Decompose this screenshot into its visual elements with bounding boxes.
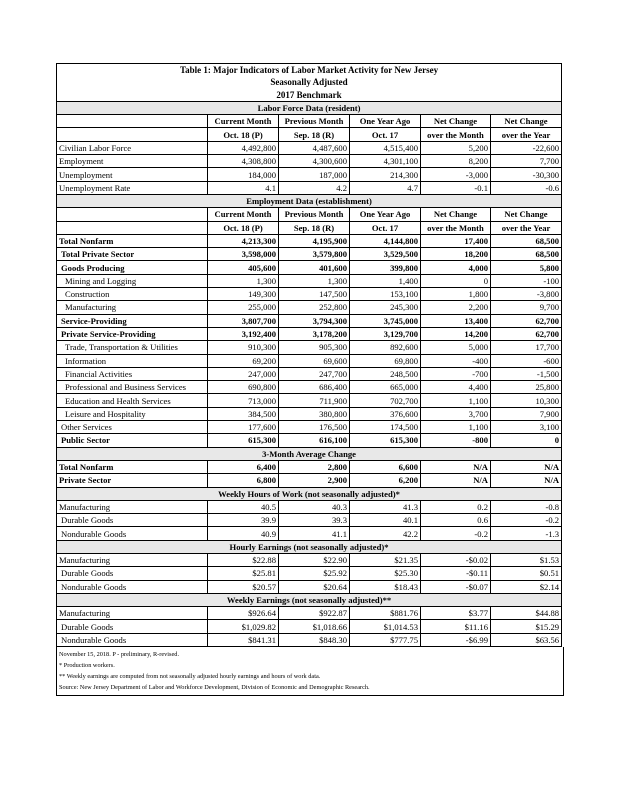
cell-value: -800 — [421, 434, 491, 447]
column-header: Oct. 18 (P) — [208, 128, 279, 141]
cell-value: 690,800 — [208, 381, 279, 394]
table-row — [57, 567, 562, 580]
table-row — [57, 181, 562, 194]
table-row — [57, 474, 562, 487]
column-header: over the Year — [491, 128, 562, 141]
cell-value: N/A — [421, 474, 491, 487]
cell-value: 6,600 — [350, 460, 421, 473]
cell-value: 41.1 — [279, 527, 350, 540]
row-label: Civilian Labor Force — [57, 141, 208, 154]
cell-value: 255,000 — [208, 301, 279, 314]
cell-value: N/A — [491, 460, 562, 473]
cell-value: -$0.02 — [421, 553, 491, 566]
row-label: Professional and Business Services — [57, 381, 208, 394]
cell-value: 4,300,600 — [279, 155, 350, 168]
column-header: Oct. 18 (P) — [208, 221, 279, 234]
cell-value: 6,800 — [208, 474, 279, 487]
cell-value: 245,300 — [350, 301, 421, 314]
footnotes — [56, 647, 564, 696]
row-label: Employment — [57, 155, 208, 168]
cell-value: 665,000 — [350, 381, 421, 394]
column-header-blank — [57, 128, 208, 141]
table-row — [57, 527, 562, 540]
cell-value: 149,300 — [208, 288, 279, 301]
cell-value: 184,000 — [208, 168, 279, 181]
cell-value: 42.2 — [350, 527, 421, 540]
section-title: Labor Force Data (resident) — [57, 101, 562, 114]
table-row — [57, 367, 562, 380]
row-label: Unemployment Rate — [57, 181, 208, 194]
column-header: Current Month — [208, 115, 279, 128]
cell-value: 4.2 — [279, 181, 350, 194]
column-header-row — [57, 128, 562, 141]
cell-value: $922.87 — [279, 607, 350, 620]
cell-value: 18,200 — [421, 248, 491, 261]
column-header: Sep. 18 (R) — [279, 128, 350, 141]
cell-value: 3,579,800 — [279, 248, 350, 261]
table-row — [57, 288, 562, 301]
row-label: Nondurable Goods — [57, 633, 208, 646]
cell-value: 10,300 — [491, 394, 562, 407]
cell-value: 187,000 — [279, 168, 350, 181]
labor-indicators-table — [56, 63, 562, 647]
column-header: Current Month — [208, 208, 279, 221]
cell-value: 2,200 — [421, 301, 491, 314]
cell-value: 3,192,400 — [208, 327, 279, 340]
cell-value: 1,300 — [208, 274, 279, 287]
table-row — [57, 394, 562, 407]
cell-value: -1.3 — [491, 527, 562, 540]
cell-value: -100 — [491, 274, 562, 287]
section-header-row — [57, 447, 562, 460]
column-header: Previous Month — [279, 115, 350, 128]
cell-value: 177,600 — [208, 421, 279, 434]
cell-value: -600 — [491, 354, 562, 367]
cell-value: $1.53 — [491, 553, 562, 566]
cell-value: 214,300 — [350, 168, 421, 181]
column-header-blank — [57, 115, 208, 128]
row-label: Trade, Transportation & Utilities — [57, 341, 208, 354]
cell-value: 5,800 — [491, 261, 562, 274]
cell-value: $18.43 — [350, 580, 421, 593]
column-header: Net Change — [421, 115, 491, 128]
cell-value: 1,300 — [279, 274, 350, 287]
cell-value: 1,400 — [350, 274, 421, 287]
table-row — [57, 314, 562, 327]
cell-value: 616,100 — [279, 434, 350, 447]
cell-value: 17,700 — [491, 341, 562, 354]
cell-value: 4,195,900 — [279, 234, 350, 247]
cell-value: 615,300 — [208, 434, 279, 447]
cell-value: $1,018.66 — [279, 620, 350, 633]
cell-value: 69,600 — [279, 354, 350, 367]
cell-value: 711,900 — [279, 394, 350, 407]
table-row — [57, 248, 562, 261]
section-header-row — [57, 194, 562, 207]
cell-value: 7,700 — [491, 155, 562, 168]
column-header: Sep. 18 (R) — [279, 221, 350, 234]
cell-value: $22.88 — [208, 553, 279, 566]
cell-value: $1,014.53 — [350, 620, 421, 633]
cell-value: 384,500 — [208, 407, 279, 420]
cell-value: -$0.07 — [421, 580, 491, 593]
cell-value: 8,200 — [421, 155, 491, 168]
cell-value: $15.29 — [491, 620, 562, 633]
cell-value: 153,100 — [350, 288, 421, 301]
labor-market-table-document — [56, 63, 561, 696]
cell-value: 401,600 — [279, 261, 350, 274]
cell-value: 3,529,500 — [350, 248, 421, 261]
cell-value: 4,400 — [421, 381, 491, 394]
cell-value: 713,000 — [208, 394, 279, 407]
column-header: One Year Ago — [350, 115, 421, 128]
cell-value: -400 — [421, 354, 491, 367]
cell-value: 4.1 — [208, 181, 279, 194]
row-label: Service-Providing — [57, 314, 208, 327]
cell-value: -0.1 — [421, 181, 491, 194]
cell-value: $20.57 — [208, 580, 279, 593]
table-row — [57, 633, 562, 646]
cell-value: 62,700 — [491, 327, 562, 340]
cell-value: 4,492,800 — [208, 141, 279, 154]
column-header: One Year Ago — [350, 208, 421, 221]
cell-value: 176,500 — [279, 421, 350, 434]
table-title: Table 1: Major Indicators of Labor Market Activity for New Jersey — [57, 64, 562, 77]
footnote-source: Source: New Jersey Department of Labor and Workforce Development, Division of Economic and Demographic Research. — [59, 684, 370, 692]
table-row — [57, 407, 562, 420]
section-title: 3-Month Average Change — [57, 447, 562, 460]
column-header: Oct. 17 — [350, 128, 421, 141]
table-row — [57, 261, 562, 274]
row-label: Durable Goods — [57, 620, 208, 633]
cell-value: $25.81 — [208, 567, 279, 580]
section-header-row — [57, 593, 562, 606]
column-header-blank — [57, 208, 208, 221]
column-header: Net Change — [421, 208, 491, 221]
cell-value: $3.77 — [421, 607, 491, 620]
table-row — [57, 155, 562, 168]
cell-value: $44.88 — [491, 607, 562, 620]
cell-value: $63.56 — [491, 633, 562, 646]
cell-value: 40.1 — [350, 514, 421, 527]
cell-value: 702,700 — [350, 394, 421, 407]
cell-value: 4.7 — [350, 181, 421, 194]
cell-value: 4,515,400 — [350, 141, 421, 154]
row-label: Manufacturing — [57, 500, 208, 513]
cell-value: 68,500 — [491, 248, 562, 261]
cell-value: 62,700 — [491, 314, 562, 327]
cell-value: 252,800 — [279, 301, 350, 314]
section-title: Weekly Hours of Work (not seasonally adjusted)* — [57, 487, 562, 500]
row-label: Mining and Logging — [57, 274, 208, 287]
table-row — [57, 500, 562, 513]
cell-value: 4,487,600 — [279, 141, 350, 154]
table-row — [57, 341, 562, 354]
column-header-blank — [57, 221, 208, 234]
cell-value: N/A — [421, 460, 491, 473]
cell-value: 0.2 — [421, 500, 491, 513]
column-header: over the Month — [421, 128, 491, 141]
cell-value: -30,300 — [491, 168, 562, 181]
cell-value: 4,213,300 — [208, 234, 279, 247]
table-row — [57, 620, 562, 633]
cell-value: 41.3 — [350, 500, 421, 513]
cell-value: -22,600 — [491, 141, 562, 154]
row-label: Manufacturing — [57, 553, 208, 566]
cell-value: 910,300 — [208, 341, 279, 354]
cell-value: -$0.11 — [421, 567, 491, 580]
column-header-row — [57, 208, 562, 221]
cell-value: $848.30 — [279, 633, 350, 646]
section-header-row — [57, 487, 562, 500]
cell-value: 1,100 — [421, 394, 491, 407]
cell-value: 247,700 — [279, 367, 350, 380]
table-row — [57, 553, 562, 566]
cell-value: 686,400 — [279, 381, 350, 394]
cell-value: $25.30 — [350, 567, 421, 580]
cell-value: 3,794,300 — [279, 314, 350, 327]
cell-value: 4,144,800 — [350, 234, 421, 247]
row-label: Nondurable Goods — [57, 580, 208, 593]
cell-value: $2.14 — [491, 580, 562, 593]
section-title: Employment Data (establishment) — [57, 194, 562, 207]
row-label: Total Nonfarm — [57, 460, 208, 473]
row-label: Total Nonfarm — [57, 234, 208, 247]
cell-value: 4,308,800 — [208, 155, 279, 168]
cell-value: 3,178,200 — [279, 327, 350, 340]
cell-value: 5,200 — [421, 141, 491, 154]
row-label: Financial Activities — [57, 367, 208, 380]
row-label: Nondurable Goods — [57, 527, 208, 540]
cell-value: 3,598,000 — [208, 248, 279, 261]
cell-value: 0 — [421, 274, 491, 287]
cell-value: 3,807,700 — [208, 314, 279, 327]
table-row — [57, 234, 562, 247]
cell-value: -3,000 — [421, 168, 491, 181]
cell-value: 14,200 — [421, 327, 491, 340]
column-header-row — [57, 115, 562, 128]
cell-value: 40.9 — [208, 527, 279, 540]
row-label: Private Service-Providing — [57, 327, 208, 340]
cell-value: $1,029.82 — [208, 620, 279, 633]
cell-value: $777.75 — [350, 633, 421, 646]
cell-value: 147,500 — [279, 288, 350, 301]
cell-value: 9,700 — [491, 301, 562, 314]
cell-value: $881.76 — [350, 607, 421, 620]
table-row — [57, 607, 562, 620]
row-label: Information — [57, 354, 208, 367]
cell-value: 4,000 — [421, 261, 491, 274]
cell-value: N/A — [491, 474, 562, 487]
table-row — [57, 421, 562, 434]
cell-value: 6,200 — [350, 474, 421, 487]
table-row — [57, 514, 562, 527]
section-header-row — [57, 540, 562, 553]
cell-value: 248,500 — [350, 367, 421, 380]
cell-value: $25.92 — [279, 567, 350, 580]
section-title: Weekly Earnings (not seasonally adjusted)** — [57, 593, 562, 606]
cell-value: 0.6 — [421, 514, 491, 527]
cell-value: 25,800 — [491, 381, 562, 394]
section-header-row — [57, 101, 562, 114]
cell-value: 68,500 — [491, 234, 562, 247]
cell-value: -3,800 — [491, 288, 562, 301]
row-label: Construction — [57, 288, 208, 301]
cell-value: -0.2 — [421, 527, 491, 540]
cell-value: 6,400 — [208, 460, 279, 473]
cell-value: 3,700 — [421, 407, 491, 420]
row-label: Manufacturing — [57, 301, 208, 314]
table-row — [57, 381, 562, 394]
table-row — [57, 168, 562, 181]
cell-value: 39.9 — [208, 514, 279, 527]
row-label: Unemployment — [57, 168, 208, 181]
cell-value: 2,800 — [279, 460, 350, 473]
cell-value: $926.64 — [208, 607, 279, 620]
cell-value: 1,100 — [421, 421, 491, 434]
table-row — [57, 460, 562, 473]
table-benchmark: 2017 Benchmark — [57, 89, 562, 102]
cell-value: $22.90 — [279, 553, 350, 566]
cell-value: 69,200 — [208, 354, 279, 367]
cell-value: -0.2 — [491, 514, 562, 527]
cell-value: 380,800 — [279, 407, 350, 420]
row-label: Private Sector — [57, 474, 208, 487]
footnote-production-workers: * Production workers. — [59, 662, 115, 670]
row-label: Goods Producing — [57, 261, 208, 274]
cell-value: 13,400 — [421, 314, 491, 327]
table-row — [57, 434, 562, 447]
table-row — [57, 141, 562, 154]
cell-value: 405,600 — [208, 261, 279, 274]
cell-value: 40.5 — [208, 500, 279, 513]
row-label: Other Services — [57, 421, 208, 434]
cell-value: $21.35 — [350, 553, 421, 566]
cell-value: 17,400 — [421, 234, 491, 247]
row-label: Manufacturing — [57, 607, 208, 620]
cell-value: 69,800 — [350, 354, 421, 367]
cell-value: 892,600 — [350, 341, 421, 354]
row-label: Leisure and Hospitality — [57, 407, 208, 420]
cell-value: $841.31 — [208, 633, 279, 646]
cell-value: 39.3 — [279, 514, 350, 527]
cell-value: 0 — [491, 434, 562, 447]
cell-value: -1,500 — [491, 367, 562, 380]
table-row — [57, 327, 562, 340]
row-label: Public Sector — [57, 434, 208, 447]
cell-value: 5,000 — [421, 341, 491, 354]
table-row — [57, 580, 562, 593]
cell-value: 7,900 — [491, 407, 562, 420]
cell-value: 3,129,700 — [350, 327, 421, 340]
cell-value: 615,300 — [350, 434, 421, 447]
column-header: Previous Month — [279, 208, 350, 221]
cell-value: 174,500 — [350, 421, 421, 434]
cell-value: -0.6 — [491, 181, 562, 194]
cell-value: 399,800 — [350, 261, 421, 274]
footnote-date: November 15, 2018. P - preliminary, R-revised. — [59, 651, 180, 659]
cell-value: $20.64 — [279, 580, 350, 593]
cell-value: $0.51 — [491, 567, 562, 580]
cell-value: -0.8 — [491, 500, 562, 513]
cell-value: 4,301,100 — [350, 155, 421, 168]
column-header: Oct. 17 — [350, 221, 421, 234]
cell-value: 247,000 — [208, 367, 279, 380]
table-row — [57, 274, 562, 287]
footnote-weekly-earnings: ** Weekly earnings are computed from not seasonally adjusted hourly earnings and hours of work data. — [59, 673, 321, 681]
row-label: Durable Goods — [57, 514, 208, 527]
cell-value: $11.16 — [421, 620, 491, 633]
cell-value: 3,100 — [491, 421, 562, 434]
cell-value: 905,300 — [279, 341, 350, 354]
row-label: Education and Health Services — [57, 394, 208, 407]
row-label: Durable Goods — [57, 567, 208, 580]
column-header: Net Change — [491, 115, 562, 128]
cell-value: -$6.99 — [421, 633, 491, 646]
column-header: over the Month — [421, 221, 491, 234]
row-label: Total Private Sector — [57, 248, 208, 261]
cell-value: -700 — [421, 367, 491, 380]
cell-value: 376,600 — [350, 407, 421, 420]
section-title: Hourly Earnings (not seasonally adjusted)* — [57, 540, 562, 553]
column-header-row — [57, 221, 562, 234]
table-row — [57, 301, 562, 314]
column-header: Net Change — [491, 208, 562, 221]
cell-value: 1,800 — [421, 288, 491, 301]
table-subtitle: Seasonally Adjusted — [57, 76, 562, 88]
cell-value: 40.3 — [279, 500, 350, 513]
table-row — [57, 354, 562, 367]
column-header: over the Year — [491, 221, 562, 234]
cell-value: 3,745,000 — [350, 314, 421, 327]
cell-value: 2,900 — [279, 474, 350, 487]
